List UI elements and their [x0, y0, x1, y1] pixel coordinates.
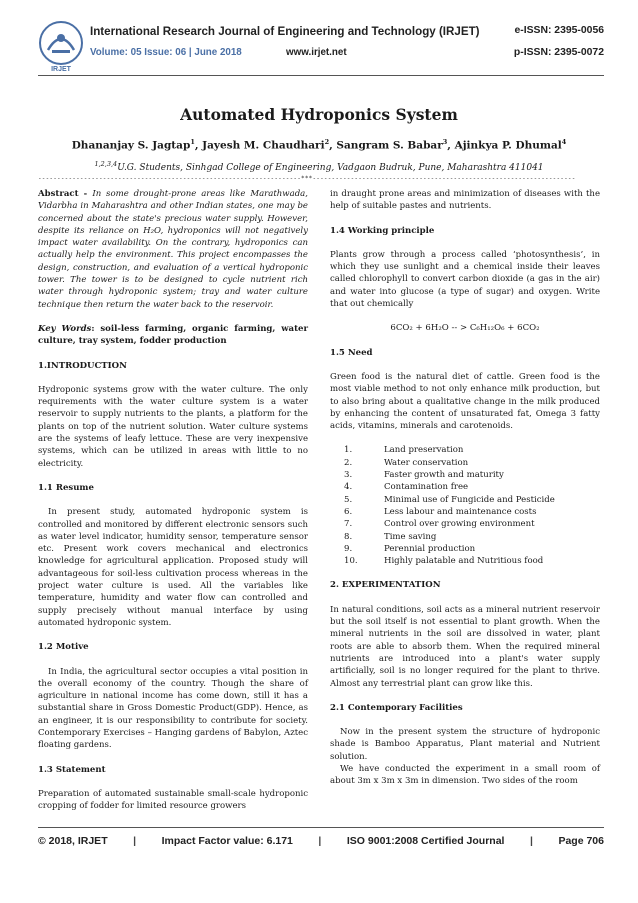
abstract-label: Abstract -: [38, 189, 93, 199]
keywords-label: Key Words: [38, 323, 92, 334]
need-body: Green food is the natural diet of cattle. Green food is the most viable method to not only enhance milk production, but to also bring about a qualitative change in the milk produced by enhancing the content of unsaturated fat, Omega 3 fatty acids, vitamins, minerals and carotenoids.: [330, 371, 600, 432]
list-text: Faster growth and maturity: [384, 470, 504, 481]
list-item: [330, 444, 600, 456]
list-text: Minimal use of Fungicide and Pesticide: [384, 494, 555, 505]
list-item: [330, 518, 600, 530]
list-item: [330, 531, 600, 543]
p-issn: p-ISSN: 2395-0072: [513, 47, 604, 58]
facilities-body-1: Now in the present system the structure of hydroponic shade is Bamboo Apparatus, Plant material and Nutrient solution.: [330, 727, 600, 762]
affiliation-text: U.G. Students, Sinhgad College of Engineering, Vadgaon Budruk, Pune, Maharashtra 411041: [117, 163, 544, 173]
list-text: Water conservation: [384, 457, 469, 468]
resume-body: In present study, automated hydroponic system is controlled and monitored by different electronic sensors such as water level indicator, humidity sensor, temperature sensor etc. Present work covers mechanical and electronics knowledge for agricultural application. Proposed study will advantageous for soil-less cultivation process whereas in the project water culture is used. All the variables like temperature, humidity and water flow can controlled and supply precisely without manual interface by using automated hydroponic system.: [38, 507, 308, 628]
footer-rule: [38, 827, 604, 828]
list-text: Time saving: [384, 531, 437, 542]
author-name: Dhananjay S. Jagtap: [71, 139, 191, 152]
iso-certification: ISO 9001:2008 Certified Journal: [346, 835, 505, 847]
intro-body: Hydroponic systems grow with the water culture. The only requirements with the water culture system is a water reservoir to supply nutrients to the plants, a platform for the plants on top of the nutrient solution. Water culture systems are the systems of leafy lettuce. These are very inexpensive systems, which can be utilized in areas with little to no electricity.: [38, 384, 308, 469]
abstract: [38, 188, 308, 311]
motive-body: In India, the agricultural sector occupies a vital position in the overall economy of the country. Though the share of agriculture in national income has come down, still it has a substantial share in Gross Domestic Product(GDP). Hence, as an engineer, it is our responsibility to contribute for society. Contemporary Exercises – Hanging gardens of Babylon, Aztec floating gardens.: [38, 666, 308, 751]
list-number: 2.: [344, 457, 353, 468]
author-sup: 2: [324, 138, 330, 146]
motive-heading: 1.2 Motive: [38, 642, 89, 653]
journal-website[interactable]: www.irjet.net: [286, 47, 347, 58]
author-list: Dhananjay S. Jagtap$^1$, Jayesh M. Chaudhari$^2$, Sangram S. Babar$^3$, Ajinkya P. Dhumal$^4$: [71, 138, 567, 152]
irjet-logo: [38, 20, 84, 66]
list-number: 4.: [344, 482, 353, 493]
author-sup: 3: [442, 138, 448, 146]
list-item: [330, 481, 600, 493]
section-separator: ---------------------------------------------------------------------***---------------------------------------------------------------------: [38, 175, 576, 182]
experimentation-body: In natural conditions, soil acts as a mineral nutrient reservoir but the soil itself is not essential to plant growth. When the mineral nutrients in the soil are dissolved in water, plant roots are able to absorb them. When the required mineral nutrients are introduced into a plant's water supply artificially, soil is no longer required for the plant to thrive. Almost any terrestrial plant can grow like this.: [330, 604, 600, 689]
journal-footer: [38, 835, 604, 847]
list-item: [330, 469, 600, 481]
keywords: [38, 323, 308, 348]
experimentation-heading: 2. EXPERIMENTATION: [330, 580, 441, 591]
logo-text: IRJET: [51, 66, 71, 73]
need-heading: 1.5 Need: [330, 347, 373, 358]
list-number: 7.: [344, 519, 353, 530]
volume-issue: Volume: 05 Issue: 06 | June 2018: [90, 47, 242, 58]
author-name: Jayesh M. Chaudhari: [202, 139, 325, 152]
keywords-body: : soil-less farming, organic farming, water culture, tray system, fodder production: [38, 323, 308, 347]
need-list: [330, 444, 600, 567]
list-number: 5.: [344, 494, 353, 505]
list-number: 9.: [344, 543, 353, 554]
intro-heading: 1.INTRODUCTION: [38, 360, 127, 371]
footer-separator: |: [529, 835, 533, 847]
footer-separator: |: [133, 835, 137, 847]
journal-header: [38, 14, 604, 74]
continued-body: in draught prone areas and minimization of diseases with the help of suitable pastes and nutrients.: [330, 189, 600, 212]
author-name: Sangram S. Babar: [336, 139, 443, 152]
author-sup: 4: [561, 138, 567, 146]
list-number: 10.: [344, 556, 358, 567]
list-item: [330, 506, 600, 518]
list-number: 3.: [344, 470, 353, 481]
list-number: 8.: [344, 531, 353, 542]
abstract-body: In some drought-prone areas like Marathwada, Vidarbha in Maharashtra and other Indian states, one may be concerned about the state's precious water supply. However, despite its reliance on H₂O, hydroponics will not negatively impact water availability. On the contrary, hydroponics can actually help the environment. This project encompasses the design, construction, and evaluation of a vertical hydroponic tower. The tower is to be designed to cycle nutrient rich water through hydroponic system; tray and water culture technique then return the water back to the reservoir.: [38, 189, 308, 310]
resume-heading: 1.1 Resume: [38, 482, 94, 493]
facilities-body-2: We have conducted the experiment in a small room of about 3m x 3m x 3m in dimension. Two sides of the room: [330, 763, 600, 787]
left-column: [38, 188, 308, 812]
right-column: [330, 188, 600, 788]
list-text: Highly palatable and Nutritious food: [384, 556, 544, 567]
list-text: Contamination free: [384, 482, 469, 493]
list-number: 1.: [344, 445, 353, 456]
paper-title: Automated Hydroponics System: [180, 105, 458, 124]
author-name: Ajinkya P. Dhumal: [454, 139, 562, 152]
author-sup: 1: [190, 138, 195, 146]
affiliation: [0, 160, 638, 173]
statement-body: Preparation of automated sustainable small-scale hydroponic cropping of fodder for limited resource growers: [38, 788, 308, 812]
list-item: [330, 555, 600, 567]
list-number: 6.: [344, 506, 353, 517]
page-number: Page 706: [558, 835, 604, 847]
copyright: © 2018, IRJET: [38, 835, 108, 847]
impact-factor: Impact Factor value: 6.171: [161, 835, 293, 847]
list-text: Control over growing environment: [384, 519, 535, 530]
facilities-heading: 2.1 Contemporary Facilities: [330, 702, 463, 713]
e-issn: e-ISSN: 2395-0056: [514, 25, 604, 36]
list-text: Less labour and maintenance costs: [384, 506, 537, 517]
photosynthesis-equation: 6CO₂ + 6H₂O -- > C₆H₁₂O₆ + 6CO₂: [390, 323, 540, 334]
list-item: [330, 494, 600, 506]
list-item: [330, 543, 600, 555]
list-item: [330, 457, 600, 469]
footer-separator: |: [318, 835, 322, 847]
journal-name: International Research Journal of Engineering and Technology (IRJET): [90, 25, 480, 38]
affiliation-sup: 1,2,3,4: [94, 160, 118, 168]
working-body: Plants grow through a process called ‘photosynthesis’, in which they use sunlight and a chemical inside their leaves called chlorophyll to convert carbon dioxide (a gas in the air) and water into glucose (a type of sugar) and oxygen. Write that out chemically: [330, 249, 600, 310]
working-heading: 1.4 Working principle: [330, 225, 435, 236]
list-text: Land preservation: [384, 445, 464, 456]
header-rule: [38, 75, 604, 76]
list-text: Perennial production: [384, 543, 476, 554]
statement-heading: 1.3 Statement: [38, 764, 106, 775]
